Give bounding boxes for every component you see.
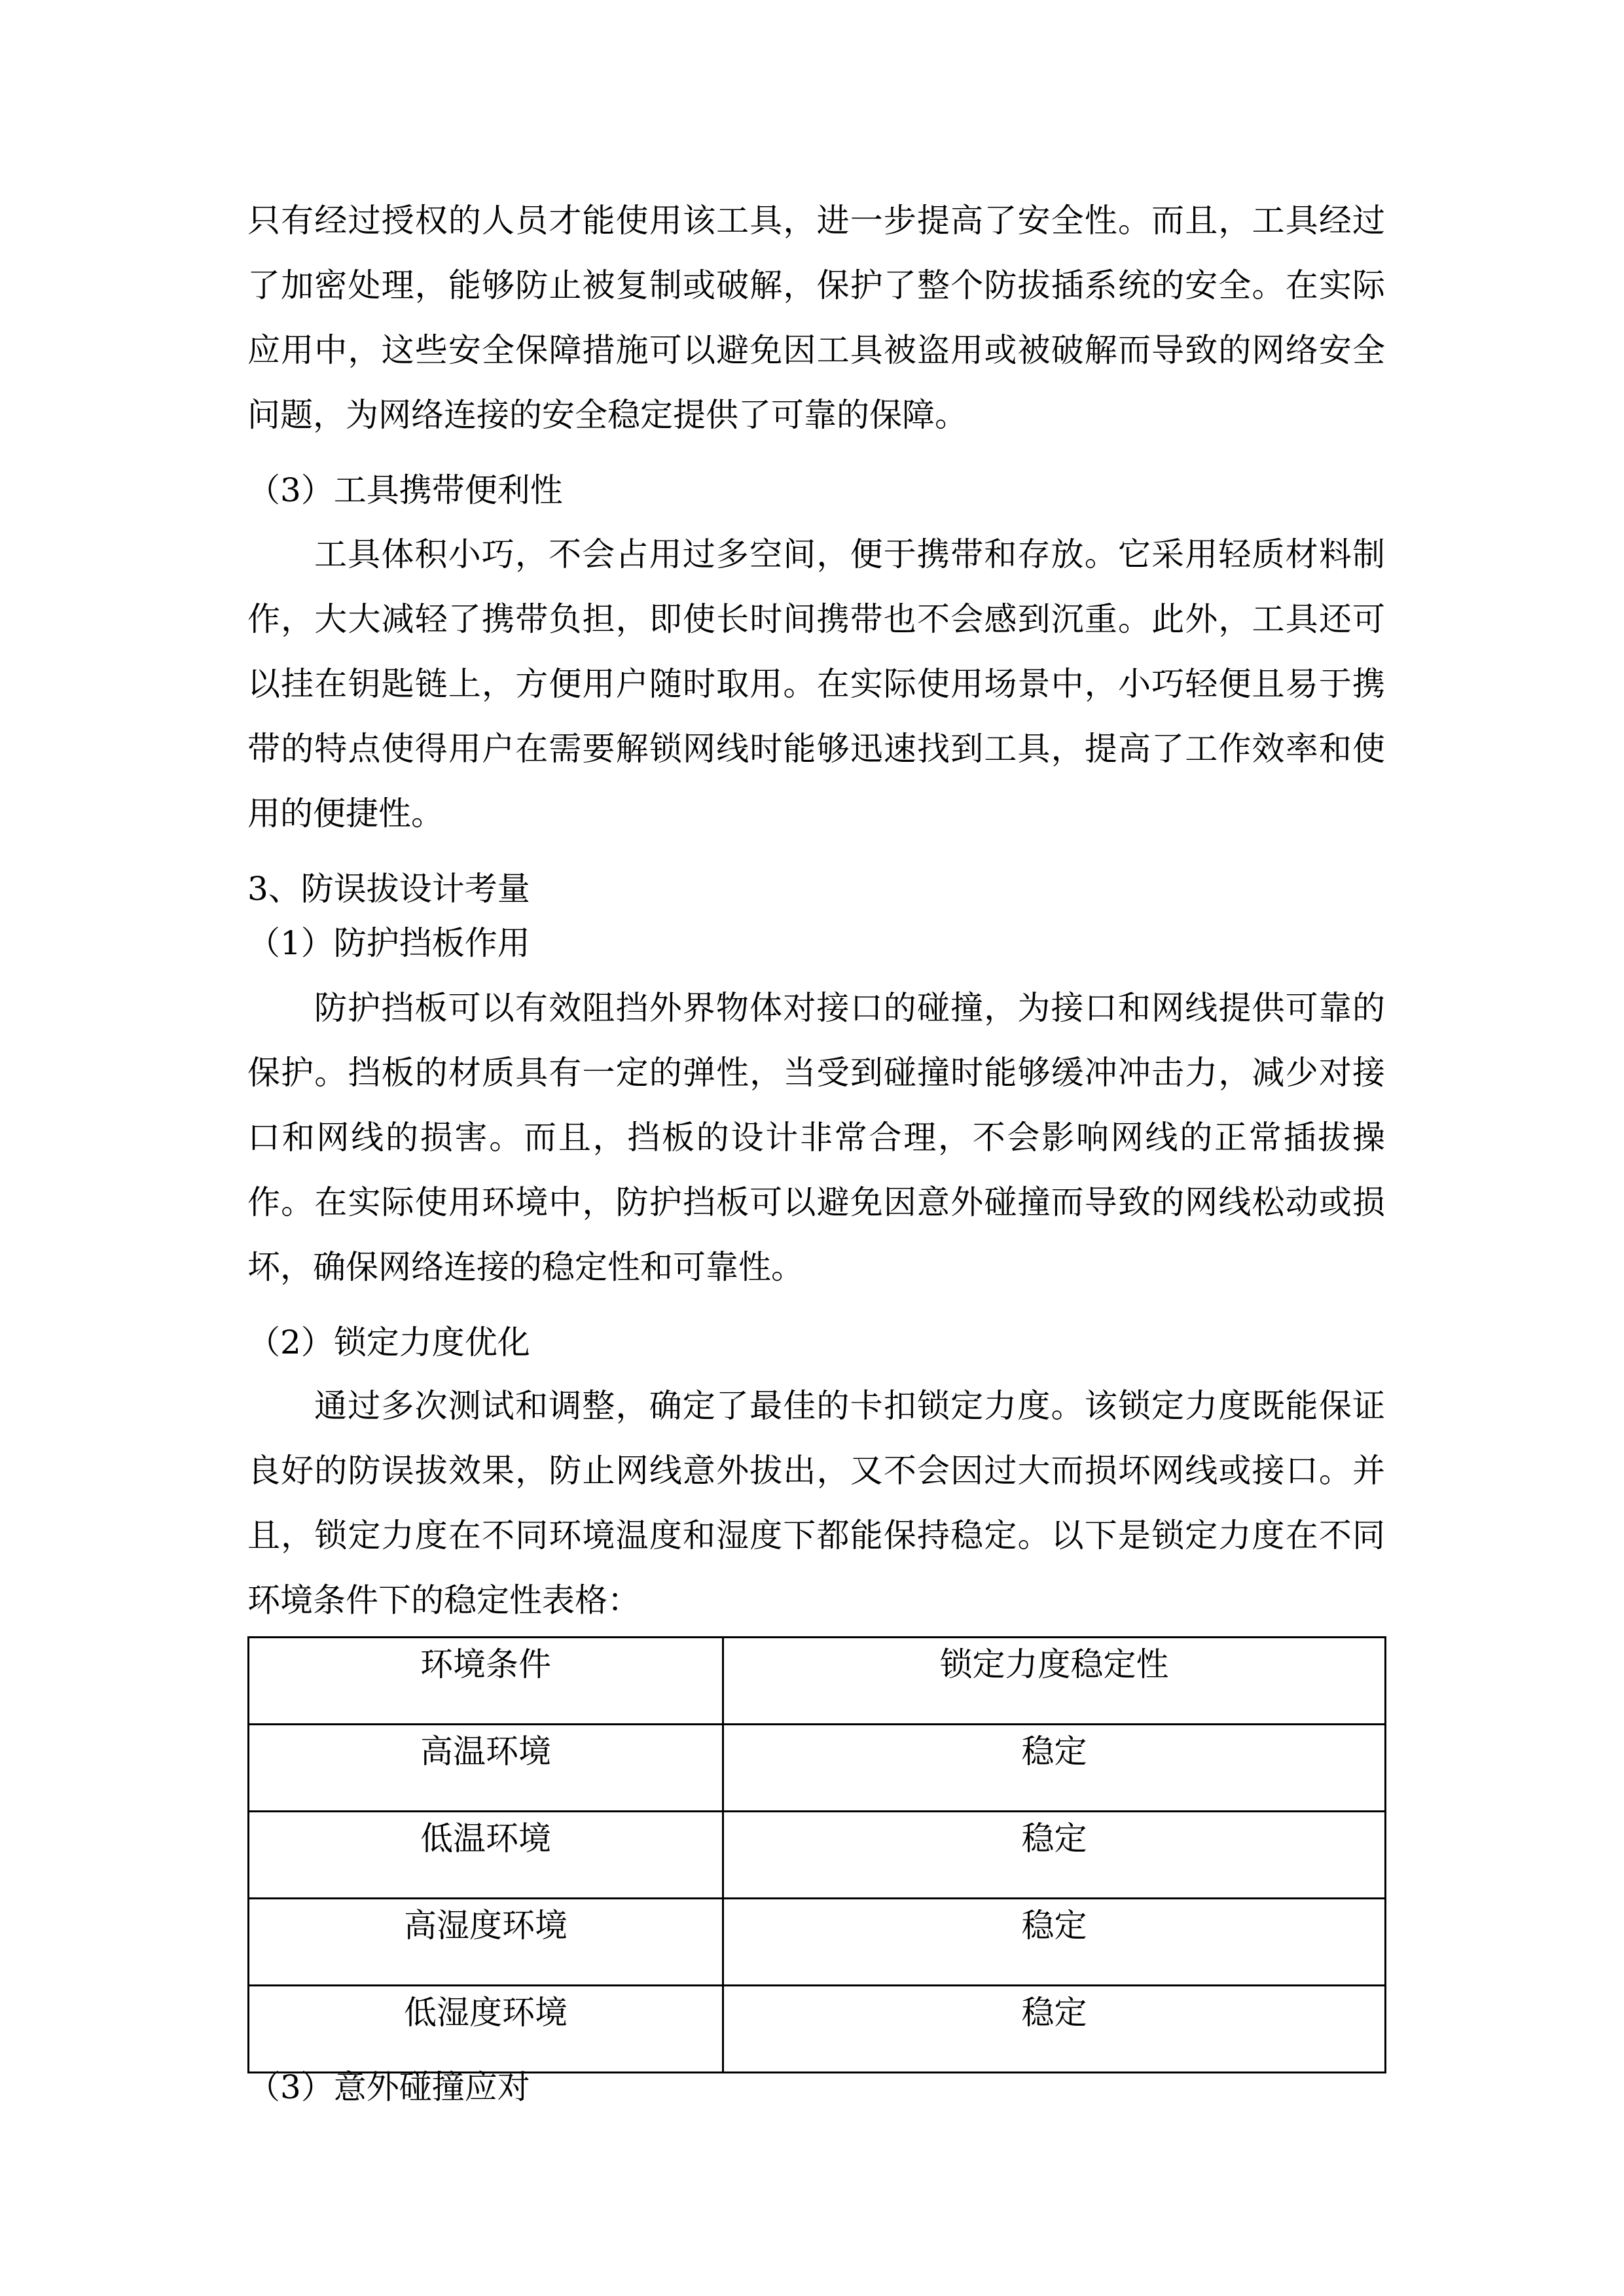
text-line: 以挂在钥匙链上，方便用户随时取用。在实际使用场景中，小巧轻便且易于携 (247, 665, 1385, 703)
text-line: 防护挡板可以有效阻挡外界物体对接口的碰撞，为接口和网线提供可靠的 (314, 989, 1385, 1027)
text-line: 作。在实际使用环境中，防护挡板可以避免因意外碰撞而导致的网线松动或损 (247, 1183, 1385, 1221)
table-cell: 低温环境 (249, 1812, 723, 1899)
heading-accidental-impact: （3）意外碰撞应对 (247, 2068, 530, 2106)
header-cell: 环境条件 (249, 1638, 723, 1725)
table-cell: 低湿度环境 (249, 1986, 723, 2073)
text-line: 用的便捷性。 (247, 795, 444, 833)
heading-section-3: 3、防误拔设计考量 (247, 870, 530, 908)
table-header-row (249, 1638, 1386, 1725)
table-row (249, 1812, 1386, 1899)
table-cell: 高温环境 (249, 1725, 723, 1812)
text-line: 良好的防误拔效果，防止网线意外拔出，又不会因过大而损坏网线或接口。并 (247, 1452, 1385, 1490)
lock-force-stability-table (247, 1636, 1386, 2073)
table-row (249, 1725, 1386, 1812)
text-line: 问题，为网络连接的安全稳定提供了可靠的保障。 (247, 396, 967, 434)
paragraph-security (247, 188, 1385, 448)
table-cell: 稳定 (723, 1986, 1386, 2073)
heading-lock-force: （2）锁定力度优化 (247, 1323, 530, 1361)
paragraph-lock-force (247, 1374, 1385, 1633)
heading-tool-portability: （3）工具携带便利性 (247, 471, 563, 509)
text-line: 保护。挡板的材质具有一定的弹性，当受到碰撞时能够缓冲冲击力，减少对接 (247, 1054, 1385, 1092)
table-cell: 稳定 (723, 1725, 1386, 1812)
text-line: 带的特点使得用户在需要解锁网线时能够迅速找到工具，提高了工作效率和使 (247, 730, 1385, 768)
text-line: 坏，确保网络连接的稳定性和可靠性。 (247, 1248, 804, 1286)
paragraph-portability (247, 522, 1385, 846)
text-line: 工具体积小巧，不会占用过多空间，便于携带和存放。它采用轻质材料制 (314, 535, 1385, 573)
text-line: 且，锁定力度在不同环境温度和湿度下都能保持稳定。以下是锁定力度在不同 (247, 1516, 1385, 1554)
text-line: 应用中，这些安全保障措施可以避免因工具被盗用或被破解而导致的网络安全 (247, 331, 1385, 369)
table-row (249, 1899, 1386, 1986)
paragraph-guard-plate (247, 976, 1385, 1300)
table-cell: 稳定 (723, 1899, 1386, 1986)
header-cell: 锁定力度稳定性 (723, 1638, 1386, 1725)
heading-guard-plate: （1）防护挡板作用 (247, 924, 530, 962)
text-line: 通过多次测试和调整，确定了最佳的卡扣锁定力度。该锁定力度既能保证 (314, 1387, 1385, 1425)
text-line: 环境条件下的稳定性表格： (247, 1581, 640, 1619)
text-line: 作，大大减轻了携带负担，即使长时间携带也不会感到沉重。此外，工具还可 (247, 600, 1385, 638)
text-line: 只有经过授权的人员才能使用该工具，进一步提高了安全性。而且，工具经过 (247, 202, 1385, 240)
table-cell: 高湿度环境 (249, 1899, 723, 1986)
text-line: 口和网线的损害。而且，挡板的设计非常合理，不会影响网线的正常插拔操 (247, 1119, 1385, 1157)
table-cell: 稳定 (723, 1812, 1386, 1899)
text-line: 了加密处理，能够防止被复制或破解，保护了整个防拔插系统的安全。在实际 (247, 266, 1385, 304)
